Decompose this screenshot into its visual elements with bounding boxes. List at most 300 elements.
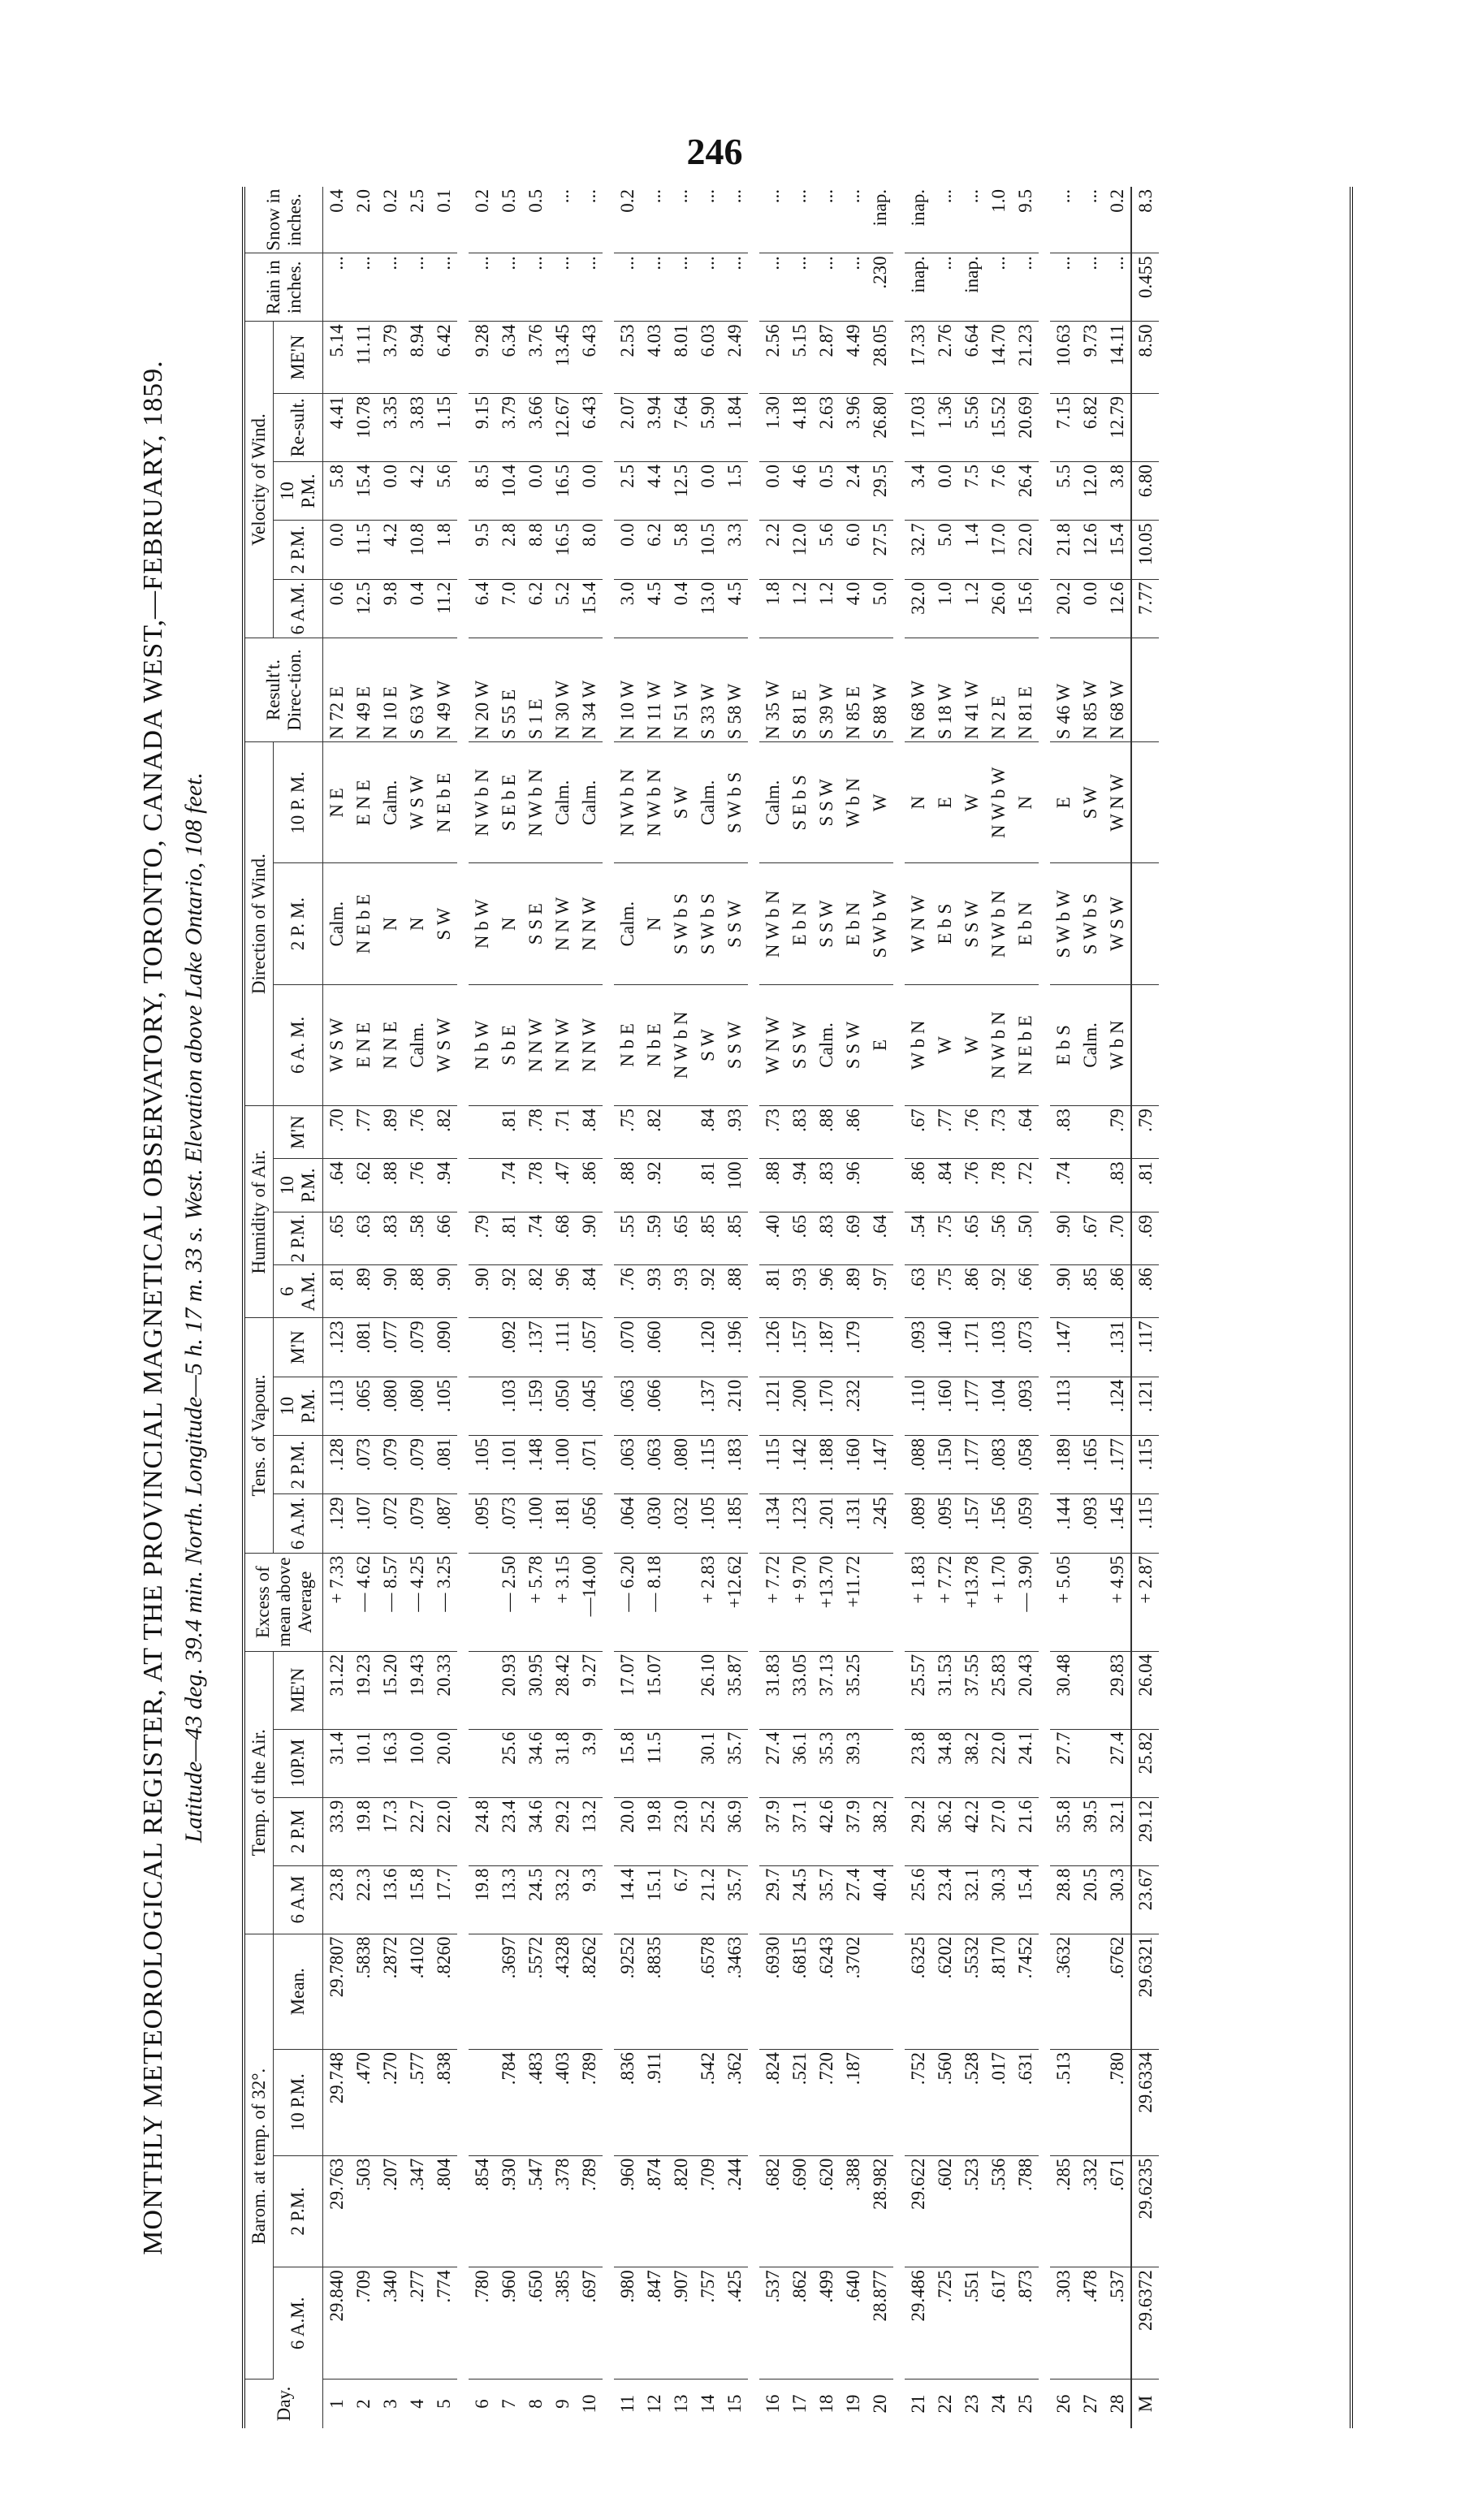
table-cell: ... <box>576 187 603 253</box>
table-cell: 37.9 <box>759 1797 786 1865</box>
table-row <box>377 187 404 2428</box>
table-cell: N W b W <box>985 742 1012 863</box>
table-cell: — 2.50 <box>495 1553 522 1651</box>
table-cell: S W <box>668 742 694 863</box>
table-cell: 10.63 <box>1050 322 1077 394</box>
row-spacer <box>1039 187 1050 2428</box>
table-cell: .78 <box>522 1159 549 1212</box>
table-cell: .85 <box>721 1212 748 1264</box>
table-cell: N 10 E <box>377 638 404 741</box>
table-cell: .93 <box>721 1106 748 1159</box>
table-cell: .088 <box>905 1436 931 1494</box>
table-cell <box>1131 638 1159 741</box>
table-cell <box>1131 393 1159 461</box>
table-cell: N 20 W <box>469 638 495 741</box>
table-cell: 15.8 <box>614 1729 641 1797</box>
table-cell: 19.43 <box>404 1651 430 1729</box>
table-cell: —14.00 <box>576 1553 603 1651</box>
table-cell: .134 <box>759 1494 786 1553</box>
table-cell: N W b N <box>522 742 549 863</box>
table-cell: .75 <box>614 1106 641 1159</box>
table-cell: ... <box>931 253 958 322</box>
table-cell: .820 <box>668 2155 694 2267</box>
table-cell: 37.1 <box>786 1797 813 1865</box>
table-cell: .089 <box>905 1494 931 1553</box>
table-cell: 6 <box>472 2399 492 2409</box>
table-cell: N N E <box>377 984 404 1105</box>
table-cell: 1.0 <box>985 187 1012 253</box>
table-cell: .140 <box>931 1318 958 1377</box>
table-cell: 12.5 <box>668 461 694 520</box>
table-cell: 10.5 <box>694 521 721 579</box>
table-cell: Calm. <box>759 742 786 863</box>
table-cell: N W b N <box>668 984 694 1105</box>
table-cell: .093 <box>1012 1377 1039 1435</box>
table-cell: 28.42 <box>549 1651 576 1729</box>
row-spacer <box>893 187 905 2428</box>
table-cell: .62 <box>350 1159 377 1212</box>
table-cell: 26.10 <box>694 1651 721 1729</box>
table-cell: Calm. <box>323 863 351 984</box>
table-cell: 7.5 <box>958 461 985 520</box>
table-cell: Calm. <box>404 984 430 1105</box>
table-cell: ... <box>576 253 603 322</box>
table-cell: .388 <box>840 2155 866 2267</box>
table-cell: 8.50 <box>1131 322 1159 394</box>
table-cell: .066 <box>641 1377 668 1435</box>
table-cell: .873 <box>1012 2267 1039 2380</box>
table-row <box>668 187 694 2428</box>
table-cell: 2.07 <box>614 393 641 461</box>
table-cell: .874 <box>641 2155 668 2267</box>
table-cell: 30.48 <box>1050 1651 1077 1729</box>
barom-header: Barom. at temp. of 32°. <box>245 1934 274 2379</box>
table-cell: 4.6 <box>786 461 813 520</box>
table-cell: .697 <box>576 2267 603 2380</box>
table-cell: N W b N <box>469 742 495 863</box>
table-cell: .93 <box>786 1265 813 1318</box>
table-cell: .547 <box>522 2155 549 2267</box>
table-cell: 25.6 <box>495 1729 522 1797</box>
table-cell: E b S <box>1050 984 1077 1105</box>
table-cell: 26.80 <box>866 393 893 461</box>
table-cell: .079 <box>404 1436 430 1494</box>
table-cell: W N W <box>1104 742 1131 863</box>
table-cell: S W b S <box>1077 863 1104 984</box>
table-cell: + 7.33 <box>323 1553 351 1651</box>
table-cell: 3.0 <box>614 579 641 638</box>
table-cell: .523 <box>958 2155 985 2267</box>
table-cell: .080 <box>404 1377 430 1435</box>
table-cell: 1.84 <box>721 393 748 461</box>
table-cell: N 85 E <box>840 638 866 741</box>
table-cell: .81 <box>323 1265 351 1318</box>
table-cell: 42.2 <box>958 1797 985 1865</box>
table-cell: .150 <box>931 1436 958 1494</box>
table-cell: .74 <box>495 1159 522 1212</box>
table-cell: 10.05 <box>1131 521 1159 579</box>
table-cell: + 9.70 <box>786 1553 813 1651</box>
table-cell: .83 <box>786 1106 813 1159</box>
table-cell: .74 <box>1050 1159 1077 1212</box>
table-cell: 13.3 <box>495 1865 522 1934</box>
table-cell: .84 <box>576 1106 603 1159</box>
temp-header: Temp. of the Air. <box>245 1651 274 1934</box>
table-cell: .81 <box>694 1159 721 1212</box>
table-cell: 0.2 <box>614 187 641 253</box>
table-cell: ... <box>694 253 721 322</box>
table-cell: .63 <box>350 1212 377 1264</box>
table-cell: E b N <box>1012 863 1039 984</box>
table-cell: .6578 <box>694 1934 721 2049</box>
table-cell: .087 <box>430 1494 457 1553</box>
table-cell: W b N <box>1104 984 1131 1105</box>
table-cell: 22.3 <box>350 1865 377 1934</box>
table-row <box>522 187 549 2428</box>
table-cell: Calm. <box>377 742 404 863</box>
table-cell: .107 <box>350 1494 377 1553</box>
table-cell: 31.8 <box>549 1729 576 1797</box>
table-cell: +12.62 <box>721 1553 748 1651</box>
table-row <box>1077 187 1104 2428</box>
table-cell: 6.42 <box>430 322 457 394</box>
table-cell: .499 <box>813 2267 840 2380</box>
register-body <box>323 187 1160 2428</box>
table-cell: 29.763 <box>323 2155 351 2267</box>
table-cell <box>469 1729 495 1797</box>
register-table-wrap <box>242 187 1353 2428</box>
table-cell: N 72 E <box>323 638 351 741</box>
table-cell: .147 <box>866 1436 893 1494</box>
table-cell: 10.4 <box>495 461 522 520</box>
table-cell: 0.455 <box>1131 253 1159 322</box>
table-cell: 13.0 <box>694 579 721 638</box>
table-cell: .110 <box>905 1377 931 1435</box>
table-cell: .907 <box>668 2267 694 2380</box>
table-cell: 12 <box>644 2394 664 2414</box>
table-cell: N 68 W <box>1104 638 1131 741</box>
table-cell: 21.2 <box>694 1865 721 1934</box>
table-cell: 0.4 <box>668 579 694 638</box>
table-cell: 11.11 <box>350 322 377 394</box>
sub-header-row <box>274 187 323 2428</box>
table-cell: 22.0 <box>430 1797 457 1865</box>
table-cell <box>866 2049 893 2155</box>
table-cell: 33.2 <box>549 1865 576 1934</box>
table-cell: .960 <box>614 2155 641 2267</box>
table-cell: .095 <box>931 1494 958 1553</box>
table-cell: .640 <box>840 2267 866 2380</box>
table-cell: .100 <box>549 1436 576 1494</box>
table-cell: .528 <box>958 2049 985 2155</box>
table-cell: 0.0 <box>377 461 404 520</box>
table-cell: N W b N <box>985 984 1012 1105</box>
table-cell: 5.8 <box>323 461 351 520</box>
table-cell: 27.4 <box>1104 1729 1131 1797</box>
table-row <box>931 187 958 2428</box>
table-cell: .92 <box>694 1265 721 1318</box>
table-cell: .70 <box>323 1106 351 1159</box>
table-cell: N <box>905 742 931 863</box>
table-cell: .86 <box>905 1159 931 1212</box>
table-cell: N N W <box>576 984 603 1105</box>
table-cell: ... <box>404 253 430 322</box>
table-cell: N 68 W <box>905 638 931 741</box>
table-cell: 1.2 <box>786 579 813 638</box>
table-cell: .81 <box>495 1106 522 1159</box>
table-cell: 15.4 <box>1104 521 1131 579</box>
table-cell: 3.94 <box>641 393 668 461</box>
table-cell: 25 <box>1015 2394 1035 2414</box>
table-row <box>905 187 931 2428</box>
table-cell: .045 <box>576 1377 603 1435</box>
table-cell: .89 <box>840 1265 866 1318</box>
table-cell: .92 <box>495 1265 522 1318</box>
table-cell <box>866 1377 893 1435</box>
table-cell: 22.0 <box>1012 521 1039 579</box>
table-cell: ... <box>323 253 351 322</box>
table-cell: 36.1 <box>786 1729 813 1797</box>
table-cell: .117 <box>1131 1318 1159 1377</box>
table-cell: .137 <box>694 1377 721 1435</box>
table-cell: 17.03 <box>905 393 931 461</box>
table-row <box>614 187 641 2428</box>
table-cell: 39.5 <box>1077 1797 1104 1865</box>
table-cell: 42.6 <box>813 1797 840 1865</box>
table-cell: .83 <box>1050 1106 1077 1159</box>
table-cell: 27 <box>1080 2394 1100 2414</box>
table-cell: ... <box>786 187 813 253</box>
table-cell: .73 <box>759 1106 786 1159</box>
table-cell: ... <box>786 253 813 322</box>
table-cell: 29.2 <box>905 1797 931 1865</box>
table-cell: 0.1 <box>430 187 457 253</box>
table-cell: .425 <box>721 2267 748 2380</box>
table-cell: .536 <box>985 2155 1012 2267</box>
table-cell: 36.9 <box>721 1797 748 1865</box>
table-cell: 20.69 <box>1012 393 1039 461</box>
table-cell: .89 <box>350 1265 377 1318</box>
table-cell: 17.3 <box>377 1797 404 1865</box>
table-cell: 32.1 <box>958 1865 985 1934</box>
table-cell: 6.80 <box>1131 461 1159 520</box>
table-cell: 23.4 <box>931 1865 958 1934</box>
table-cell: S 18 W <box>931 638 958 741</box>
table-cell: .137 <box>522 1318 549 1377</box>
table-cell <box>469 1106 495 1159</box>
table-cell: 24.5 <box>522 1865 549 1934</box>
table-cell: 24.1 <box>1012 1729 1039 1797</box>
table-cell: .854 <box>469 2155 495 2267</box>
table-cell: .65 <box>668 1212 694 1264</box>
table-cell: .97 <box>866 1265 893 1318</box>
table-cell: N b E <box>641 984 668 1105</box>
register-subtitle: Latitude—43 deg. 39.4 min. North. Longitude—5 h. 17 m. 33 s. West. Elevation above Lake Ontario, 108 feet. <box>180 772 207 1843</box>
sub-header: 6 A.M. <box>274 2267 323 2380</box>
table-cell: .84 <box>931 1159 958 1212</box>
table-cell: ... <box>430 253 457 322</box>
table-cell: E N E <box>350 984 377 1105</box>
table-cell: .838 <box>430 2049 457 2155</box>
table-cell: .064 <box>614 1494 641 1553</box>
table-cell: .847 <box>641 2267 668 2380</box>
table-cell: .90 <box>469 1265 495 1318</box>
table-cell: .147 <box>1050 1318 1077 1377</box>
table-cell: .650 <box>522 2267 549 2380</box>
table-cell: .513 <box>1050 2049 1077 2155</box>
table-cell: .76 <box>958 1159 985 1212</box>
sub-header: 6 A.M. <box>274 1494 323 1553</box>
table-cell: .75 <box>931 1265 958 1318</box>
table-cell: 5.0 <box>866 579 893 638</box>
table-cell: 0.2 <box>469 187 495 253</box>
table-cell: — 4.25 <box>404 1553 430 1651</box>
sub-header: 10 P.M. <box>274 2049 323 2155</box>
table-cell: 17.7 <box>430 1865 457 1934</box>
table-cell: 12.6 <box>1104 579 1131 638</box>
table-cell: .70 <box>1104 1212 1131 1264</box>
sub-header: 2 P.M <box>274 1797 323 1865</box>
table-cell: .270 <box>377 2049 404 2155</box>
table-cell: 35.7 <box>721 1865 748 1934</box>
table-cell: 10 <box>579 2394 599 2414</box>
table-cell: 0.0 <box>1077 579 1104 638</box>
table-cell: .55 <box>614 1212 641 1264</box>
table-cell: S S W <box>721 863 748 984</box>
table-cell: 29.6334 <box>1131 2049 1159 2155</box>
table-cell: .032 <box>668 1494 694 1553</box>
table-cell: 1.4 <box>958 521 985 579</box>
table-cell: N 30 W <box>549 638 576 741</box>
table-cell: 8 <box>525 2399 546 2409</box>
table-cell: 3 <box>380 2399 400 2409</box>
table-cell: 29.622 <box>905 2155 931 2267</box>
sub-header: 6 A.M. <box>274 579 323 638</box>
table-cell: .78 <box>985 1159 1012 1212</box>
rotated-register <box>138 187 1356 2428</box>
table-cell: S 81 E <box>786 638 813 741</box>
table-cell: 6.03 <box>694 322 721 394</box>
table-cell: .88 <box>404 1265 430 1318</box>
table-cell: .081 <box>350 1318 377 1377</box>
table-cell: 24.8 <box>469 1797 495 1865</box>
resultant-header: Result't. Direc-tion. <box>245 638 323 741</box>
table-cell: 13.45 <box>549 322 576 394</box>
table-cell: 19.8 <box>641 1797 668 1865</box>
table-cell <box>469 1318 495 1377</box>
table-cell: 28.877 <box>866 2267 893 2380</box>
table-cell: .551 <box>958 2267 985 2380</box>
table-row <box>404 187 430 2428</box>
table-cell: N W b N <box>641 742 668 863</box>
table-cell: .682 <box>759 2155 786 2267</box>
table-cell: inap. <box>866 187 893 253</box>
sub-header: 2 P.M. <box>274 1436 323 1494</box>
table-cell: .090 <box>430 1318 457 1377</box>
table-cell: S W b S <box>721 742 748 863</box>
direction-header: Direction of Wind. <box>245 742 274 1106</box>
table-cell: S E b S <box>786 742 813 863</box>
table-cell: 6.7 <box>668 1865 694 1934</box>
table-cell: .478 <box>1077 2267 1104 2380</box>
table-cell: .77 <box>931 1106 958 1159</box>
table-cell: .3632 <box>1050 1934 1077 2049</box>
table-cell: 15 <box>724 2394 745 2414</box>
table-cell: 22.0 <box>985 1729 1012 1797</box>
table-cell: .104 <box>985 1377 1012 1435</box>
table-cell: .093 <box>1077 1494 1104 1553</box>
table-cell: 25.82 <box>1131 1729 1159 1797</box>
table-cell: .6815 <box>786 1934 813 2049</box>
table-cell: ... <box>931 187 958 253</box>
table-cell: 0.0 <box>614 521 641 579</box>
table-cell: .784 <box>495 2049 522 2155</box>
table-cell: 10.1 <box>350 1729 377 1797</box>
table-cell: S E b E <box>495 742 522 863</box>
table-cell: W S W <box>404 742 430 863</box>
table-cell: .86 <box>1131 1265 1159 1318</box>
table-cell: .077 <box>377 1318 404 1377</box>
table-cell: .111 <box>549 1318 576 1377</box>
table-cell <box>668 1318 694 1377</box>
table-cell: .78 <box>522 1106 549 1159</box>
table-cell <box>668 1106 694 1159</box>
table-cell: .90 <box>1050 1212 1077 1264</box>
table-cell: N 10 W <box>614 638 641 741</box>
table-cell: 12.67 <box>549 393 576 461</box>
table-cell: ... <box>840 253 866 322</box>
table-cell: .67 <box>905 1106 931 1159</box>
table-cell: .521 <box>786 2049 813 2155</box>
table-cell: .617 <box>985 2267 1012 2380</box>
table-cell <box>1131 863 1159 984</box>
table-cell: .303 <box>1050 2267 1077 2380</box>
table-cell: .82 <box>641 1106 668 1159</box>
table-cell: .2872 <box>377 1934 404 2049</box>
table-cell: 2.2 <box>759 521 786 579</box>
table-cell: 25.6 <box>905 1865 931 1934</box>
table-cell: 15.20 <box>377 1651 404 1729</box>
table-cell: .207 <box>377 2155 404 2267</box>
table-cell: 2.53 <box>614 322 641 394</box>
table-cell: .6762 <box>1104 1934 1131 2049</box>
table-cell <box>1077 1651 1104 1729</box>
table-cell: .188 <box>813 1436 840 1494</box>
table-cell: 5.6 <box>813 521 840 579</box>
table-cell: .63 <box>905 1265 931 1318</box>
table-cell: Calm. <box>614 863 641 984</box>
table-cell: .5532 <box>958 1934 985 2049</box>
table-cell: M <box>1131 2379 1159 2428</box>
table-cell: .602 <box>931 2155 958 2267</box>
table-cell <box>668 1377 694 1435</box>
table-cell: .483 <box>522 2049 549 2155</box>
table-cell: .232 <box>840 1377 866 1435</box>
table-cell: ... <box>377 253 404 322</box>
table-cell: .179 <box>840 1318 866 1377</box>
spacer-cell <box>457 187 469 2428</box>
table-cell: N b W <box>469 863 495 984</box>
table-cell: .47 <box>549 1159 576 1212</box>
sub-header: 10 P.M. <box>274 1159 323 1212</box>
table-cell: N 2 E <box>985 638 1012 741</box>
table-cell: .577 <box>404 2049 430 2155</box>
table-cell: 20.2 <box>1050 579 1077 638</box>
table-cell: 29.6321 <box>1131 1934 1159 2049</box>
table-cell: 25.57 <box>905 1651 931 1729</box>
table-cell: S 33 W <box>694 638 721 741</box>
table-cell: ... <box>721 253 748 322</box>
